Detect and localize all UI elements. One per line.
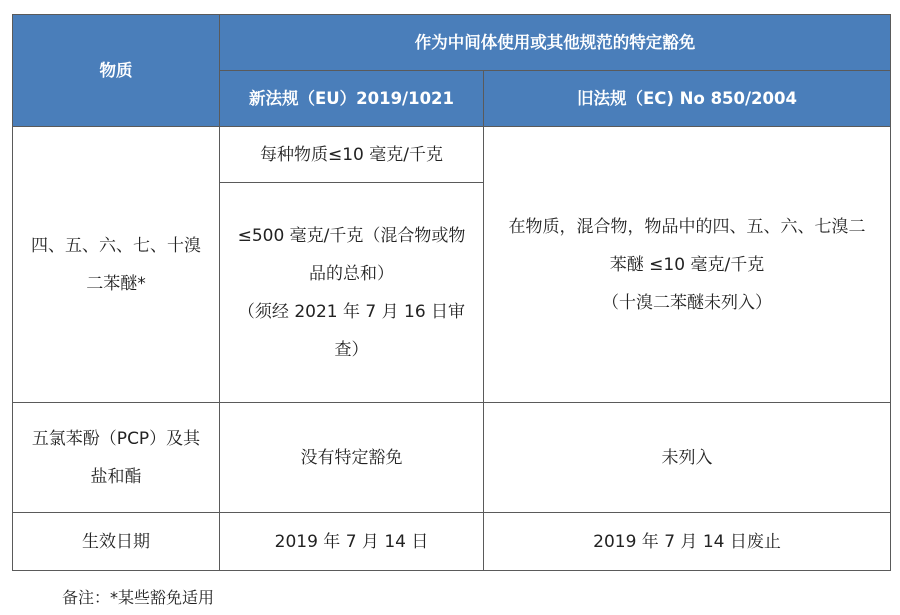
pbde-old-line: （十溴二苯醚未列入）	[602, 292, 772, 313]
pbde-name-cell	[13, 127, 220, 403]
date-new-cell: 2019 年 7 月 14 日	[220, 513, 484, 571]
pbde-new-mixture-line: 品的总和）	[309, 263, 394, 284]
pcp-name-line: 五氯苯酚（PCP）及其	[31, 428, 201, 449]
pcp-name-line: 盐和酯	[90, 466, 142, 487]
date-label-cell: 生效日期	[13, 513, 220, 571]
pbde-name-line: 四、五、六、七、十溴	[31, 235, 201, 256]
pcp-name-cell	[13, 403, 220, 513]
header-new-regulation: 新法规（EU）2019/1021	[220, 71, 484, 127]
date-old-cell: 2019 年 7 月 14 日废止	[484, 513, 891, 571]
pcp-new-cell: 没有特定豁免	[220, 403, 484, 513]
pbde-old-cell	[484, 127, 891, 403]
pcp-old-cell: 未列入	[484, 403, 891, 513]
pbde-old-line: 在物质，混合物，物品中的四、五、六、七溴二	[508, 216, 866, 237]
regulation-comparison-table	[12, 14, 891, 571]
pbde-old-line: 苯醚 ≤10 毫克/千克	[609, 254, 765, 275]
header-substance: 物质	[13, 15, 220, 127]
footnote: 备注：*某些豁免适用	[62, 588, 215, 607]
pbde-new-mixture-line: （须经 2021 年 7 月 16 日审	[237, 301, 466, 322]
pbde-new-mixture-line: ≤500 毫克/千克（混合物或物	[237, 225, 466, 246]
pbde-new-mixture-line: 查）	[334, 339, 369, 360]
pbde-new-mixture-cell	[220, 183, 484, 403]
header-exemption-group: 作为中间体使用或其他规范的特定豁免	[220, 15, 891, 71]
pbde-name-line: 二苯醚*	[86, 273, 146, 294]
header-old-regulation: 旧法规（EC) No 850/2004	[484, 71, 891, 127]
pbde-new-limit-cell: 每种物质≤10 毫克/千克	[220, 127, 484, 183]
